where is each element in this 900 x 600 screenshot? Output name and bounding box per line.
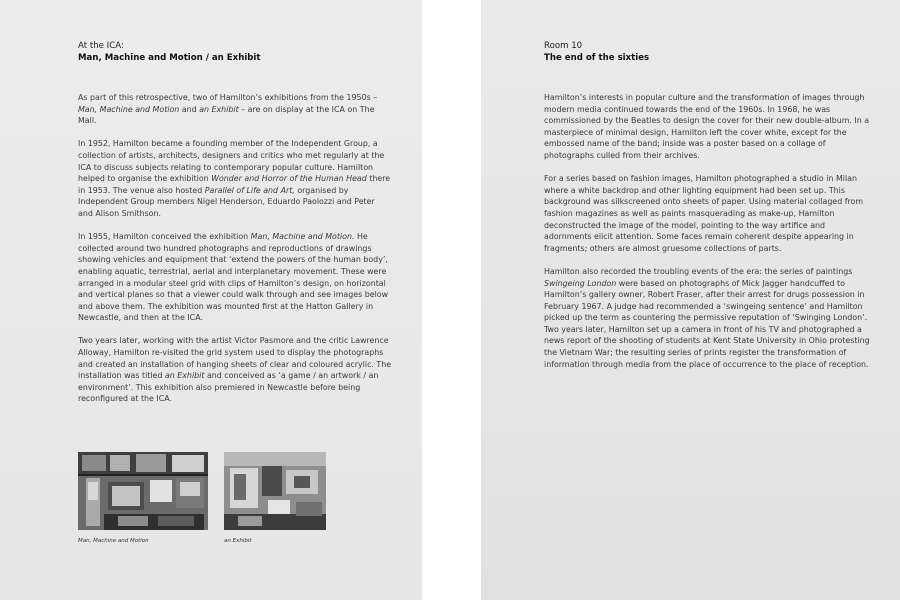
- right-panel-title: The end of the sixties: [544, 53, 650, 63]
- right-paragraph-2: For a series based on fashion images, Hamilton photographed a studio in Milan where a white backdrop and other lighting equipment had been set up. This background was silkscreened onto sheets of paper. Using material collaged from fashion magazines as well as paints masquerading as make-up, Hamilton deconstructed the image of the model, pointing to the way artifice and adornments elicit attention. Some faces remain coherent despite appearing in fragments; others are almost gruesome collections of parts.: [544, 174, 864, 253]
- caption-an-exhibit: an Exhibit: [224, 538, 252, 544]
- right-wall-panel: [481, 0, 900, 600]
- right-paragraph-1: Hamilton’s interests in popular culture and the transformation of images through modern media continued towards the end of the 1960s. In 1968, he was commissioned by the Beatles to design the cover for their new double-album. In a masterpiece of minimal design, Hamilton left the cover white, except for the embossed name of the band; inside was a poster based on a collage of photographs culled from their archives.: [544, 93, 870, 160]
- figure-an-exhibit: [224, 452, 326, 545]
- left-paragraph-1: As part of this retrospective, two of Hamilton’s exhibitions from the 1950s – Man, Machine and Motion and an Exhibit – are on display at the ICA on The Mall.: [78, 93, 378, 126]
- italic-title: Parallel of Life and Art,: [204, 185, 295, 195]
- right-paragraph-3: Hamilton also recorded the troubling events of the era: the series of paintings Swingeing London were based on photographs of Mick Jagger handcuffed to Hamilton’s gallery owner, Robert Fraser, after their arrest for drugs possession in February 1967. A judge had recommended a ‘swingeing sentence’ and Hamilton picked up the term as countering the permissive reputation of ‘Swinging London’. Two years later, Hamilton set up a camera in front of his TV and photographed a news report of the shooting of students at Kent State University in Ohio protesting the Vietnam War; the resulting series of prints register the transformation of information through media from the place of occurrence to the place of reception.: [544, 266, 870, 369]
- italic-title: Man, Machine and Motion: [78, 104, 180, 114]
- photo-an-exhibit: [224, 452, 326, 530]
- left-panel-kicker: At the ICA:: [78, 41, 124, 51]
- figure-man-machine-motion: [78, 452, 208, 545]
- left-paragraph-3: In 1955, Hamilton conceived the exhibition Man, Machine and Motion. He collected around two hundred photographs and reproductions of drawings showing vehicles and equipment that ‘extend the powers of the human body’, enabling aquatic, terrestrial, aerial and interplanetary movement. These were arranged in a modular steel grid with clips of Hamilton’s design, on horizontal and vertical planes so that a viewer could walk through and see images below and above them. The exhibition was mounted first at the Hatton Gallery in Newcastle, and then at the ICA.: [78, 232, 389, 323]
- left-paragraph-2: In 1952, Hamilton became a founding member of the Independent Group, a collection of artists, architects, designers and critics who met regularly at the ICA to discuss subjects relating to contemporary popular culture. Hamilton helped to organise the exhibition Wonder and Horror of the Human Head there in 1953. The venue also hosted Parallel of Life and Art, organised by Independent Group members Nigel Henderson, Eduardo Paolozzi and Peter and Alison Smithson.: [78, 139, 391, 218]
- exhibition-photos: [78, 452, 338, 552]
- left-paragraph-4: Two years later, working with the artist Victor Pasmore and the critic Lawrence Alloway, Hamilton re-visited the grid system used to display the photographs and created an installation of hanging sheets of clear and coloured acrylic. The installation was titled an Exhibit and conceived as ‘a game / an artwork / an environment’. This exhibition also premiered in Newcastle before being reconfigured at the ICA.: [78, 336, 392, 404]
- italic-title: Man, Machine and Motion.: [250, 232, 355, 242]
- italic-title: an Exhibit: [199, 104, 239, 114]
- left-panel-title: Man, Machine and Motion / an Exhibit: [78, 53, 261, 63]
- italic-title: an Exhibit: [164, 371, 205, 381]
- right-panel-body: [544, 92, 870, 370]
- caption-man-machine-motion: Man, Machine and Motion: [78, 538, 149, 544]
- left-panel-body: [78, 92, 392, 405]
- photo-man-machine-motion: [78, 452, 208, 530]
- right-panel-kicker: Room 10: [544, 41, 583, 51]
- italic-title: Wonder and Horror of the Human Head: [211, 174, 367, 184]
- italic-title: Swingeing London: [544, 278, 617, 288]
